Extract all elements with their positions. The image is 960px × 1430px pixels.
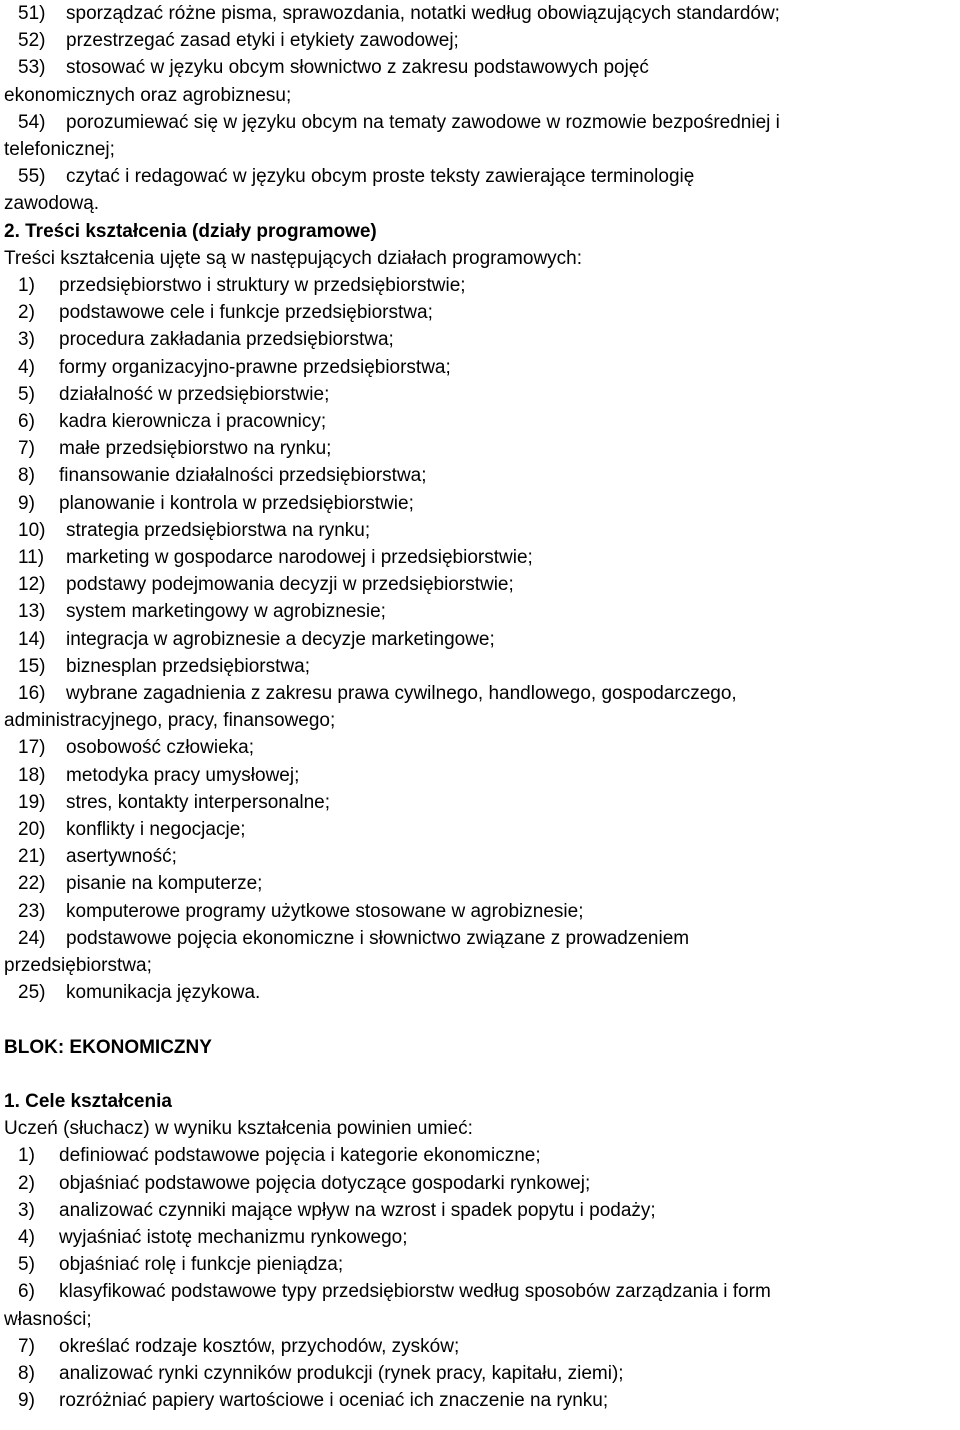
item-text: klasyfikować podstawowe typy przedsiębiorstw według sposobów zarządzania i form [59, 1281, 771, 1303]
list-item [4, 354, 960, 381]
item-text: przedsiębiorstwo i struktury w przedsiębiorstwie; [59, 275, 466, 296]
item-text: objaśniać rolę i funkcje pieniądza; [59, 1254, 344, 1276]
list-item [4, 0, 960, 27]
item-number: 12) [18, 574, 46, 596]
item-text: analizować czynniki mające wpływ na wzrost i spadek popytu i podaży; [59, 1199, 656, 1221]
list-item-continuation [4, 136, 960, 163]
item-number: 52) [18, 30, 46, 52]
section-heading-text: 2. Treści kształcenia (działy programowe) [4, 220, 377, 242]
list-item [4, 1278, 960, 1305]
list-item [4, 571, 960, 598]
item-text: podstawowe cele i funkcje przedsiębiorstwa; [59, 302, 433, 324]
item-text: formy organizacyjno-prawne przedsiębiorstwa; [59, 356, 451, 378]
list-item [4, 1170, 960, 1197]
item-text: wyjaśniać istotę mechanizmu rynkowego; [59, 1227, 408, 1248]
item-text: przedsiębiorstwa; [4, 955, 152, 976]
item-number: 13) [18, 601, 46, 623]
list-item [4, 979, 960, 1006]
item-text: biznesplan przedsiębiorstwa; [66, 655, 310, 677]
item-number: 25) [18, 982, 46, 1004]
list-item [4, 653, 960, 680]
item-number: 22) [18, 873, 46, 895]
item-number: 1) [18, 1145, 35, 1167]
item-text: marketing w gospodarce narodowej i przedsiębiorstwie; [66, 547, 533, 568]
item-number: 19) [18, 791, 46, 813]
block-title [4, 1034, 960, 1061]
list-item [4, 870, 960, 897]
list-item [4, 762, 960, 789]
item-number: 18) [18, 764, 46, 786]
item-number: 9) [18, 492, 35, 514]
item-text: system marketingowy w agrobiznesie; [66, 601, 386, 623]
item-text: stres, kontakty interpersonalne; [66, 791, 331, 813]
list-item-continuation [4, 82, 960, 109]
item-number: 54) [18, 111, 46, 133]
list-item-continuation [4, 707, 960, 734]
item-number: 55) [18, 166, 46, 188]
item-text: własności; [4, 1308, 92, 1330]
list-item [4, 680, 960, 707]
list-item [4, 1333, 960, 1360]
list-item [4, 54, 960, 81]
list-item [4, 517, 960, 544]
list-item [4, 435, 960, 462]
item-number: 17) [18, 737, 46, 759]
list-item [4, 544, 960, 571]
item-number: 11) [18, 547, 45, 568]
item-text: sporządzać różne pisma, sprawozdania, notatki według obowiązujących standardów; [66, 3, 780, 24]
list-item [4, 1197, 960, 1224]
list-item-continuation [4, 952, 960, 979]
item-text: działalność w przedsiębiorstwie; [59, 383, 330, 405]
list-item [4, 326, 960, 353]
item-number: 21) [18, 846, 46, 868]
item-text: podstawy podejmowania decyzji w przedsiębiorstwie; [66, 574, 514, 596]
item-number: 3) [18, 329, 35, 351]
item-number: 53) [18, 57, 46, 79]
item-number: 16) [18, 683, 46, 704]
list-item [4, 109, 960, 136]
block-title-text: BLOK: EKONOMICZNY [4, 1036, 212, 1058]
item-text: komunikacja językowa. [66, 982, 261, 1004]
list-item [4, 163, 960, 190]
item-number: 10) [18, 519, 46, 541]
item-number: 6) [18, 1281, 35, 1303]
item-text: wybrane zagadnienia z zakresu prawa cywilnego, handlowego, gospodarczego, [66, 683, 737, 704]
item-text: planowanie i kontrola w przedsiębiorstwie; [59, 492, 414, 514]
item-text: przestrzegać zasad etyki i etykiety zawodowej; [66, 30, 459, 52]
item-text: administracyjnego, pracy, finansowego; [4, 710, 336, 732]
item-text: definiować podstawowe pojęcia i kategorie ekonomiczne; [59, 1145, 541, 1167]
item-number: 51) [18, 3, 46, 24]
item-number: 14) [18, 628, 46, 650]
item-text: stosować w języku obcym słownictwo z zakresu podstawowych pojęć [66, 57, 649, 79]
list-item [4, 408, 960, 435]
item-number: 8) [18, 1363, 35, 1384]
list-item-continuation [4, 1306, 960, 1333]
item-text: małe przedsiębiorstwo na rynku; [59, 438, 332, 460]
item-number: 4) [18, 356, 35, 378]
section-heading [4, 1088, 960, 1115]
list-item [4, 381, 960, 408]
item-number: 2) [18, 1172, 35, 1194]
list-item [4, 272, 960, 299]
item-text: podstawowe pojęcia ekonomiczne i słownictwo związane z prowadzeniem [66, 927, 690, 949]
item-text: konflikty i negocjacje; [66, 819, 246, 840]
item-number: 8) [18, 465, 35, 487]
item-number: 7) [18, 438, 35, 460]
list-item-continuation [4, 190, 960, 217]
item-number: 23) [18, 900, 46, 922]
list-item [4, 1224, 960, 1251]
item-number: 2) [18, 302, 35, 324]
item-number: 4) [18, 1227, 35, 1248]
item-text: kadra kierownicza i pracownicy; [59, 411, 327, 432]
section-heading-text: 1. Cele kształcenia [4, 1091, 172, 1112]
item-number: 1) [18, 275, 35, 296]
section-intro-text: Treści kształcenia ujęte są w następujących działach programowych: [4, 247, 583, 269]
item-text: integracja w agrobiznesie a decyzje marketingowe; [66, 628, 495, 650]
list-item [4, 462, 960, 489]
item-number: 15) [18, 655, 46, 677]
list-item [4, 27, 960, 54]
item-number: 7) [18, 1335, 35, 1357]
item-number: 9) [18, 1390, 35, 1412]
item-text: analizować rynki czynników produkcji (rynek pracy, kapitału, ziemi); [59, 1363, 624, 1384]
section-heading [4, 218, 960, 245]
list-item [4, 816, 960, 843]
item-text: czytać i redagować w języku obcym proste teksty zawierające terminologię [66, 166, 695, 188]
item-number: 6) [18, 411, 35, 432]
section-intro [4, 1115, 960, 1142]
list-item [4, 1251, 960, 1278]
item-number: 20) [18, 819, 46, 840]
item-text: metodyka pracy umysłowej; [66, 764, 300, 786]
list-item [4, 626, 960, 653]
item-number: 5) [18, 1254, 35, 1276]
item-number: 24) [18, 927, 46, 949]
item-text: ekonomicznych oraz agrobiznesu; [4, 84, 292, 106]
list-item [4, 490, 960, 517]
list-item [4, 898, 960, 925]
list-item [4, 789, 960, 816]
list-item [4, 843, 960, 870]
item-text: procedura zakładania przedsiębiorstwa; [59, 329, 394, 351]
section-intro-text: Uczeń (słuchacz) w wyniku kształcenia powinien umieć: [4, 1118, 473, 1140]
list-item [4, 925, 960, 952]
item-text: określać rodzaje kosztów, przychodów, zysków; [59, 1335, 460, 1357]
item-text: objaśniać podstawowe pojęcia dotyczące gospodarki rynkowej; [59, 1172, 591, 1194]
item-text: porozumiewać się w języku obcym na tematy zawodowe w rozmowie bezpośredniej i [66, 111, 780, 133]
item-text: finansowanie działalności przedsiębiorstwa; [59, 465, 427, 487]
list-item [4, 1142, 960, 1169]
item-text: asertywność; [66, 846, 177, 868]
item-number: 3) [18, 1199, 35, 1221]
item-text: telefonicznej; [4, 139, 115, 160]
list-item [4, 1360, 960, 1387]
item-text: strategia przedsiębiorstwa na rynku; [66, 519, 371, 541]
item-text: komputerowe programy użytkowe stosowane w agrobiznesie; [66, 900, 584, 922]
item-number: 5) [18, 383, 35, 405]
section-intro [4, 245, 960, 272]
item-text: pisanie na komputerze; [66, 873, 263, 895]
item-text: rozróżniać papiery wartościowe i oceniać ich znaczenie na rynku; [59, 1390, 609, 1412]
item-text: zawodową. [4, 193, 100, 215]
list-item [4, 1387, 960, 1414]
list-item [4, 299, 960, 326]
item-text: osobowość człowieka; [66, 737, 254, 759]
list-item [4, 734, 960, 761]
list-item [4, 598, 960, 625]
